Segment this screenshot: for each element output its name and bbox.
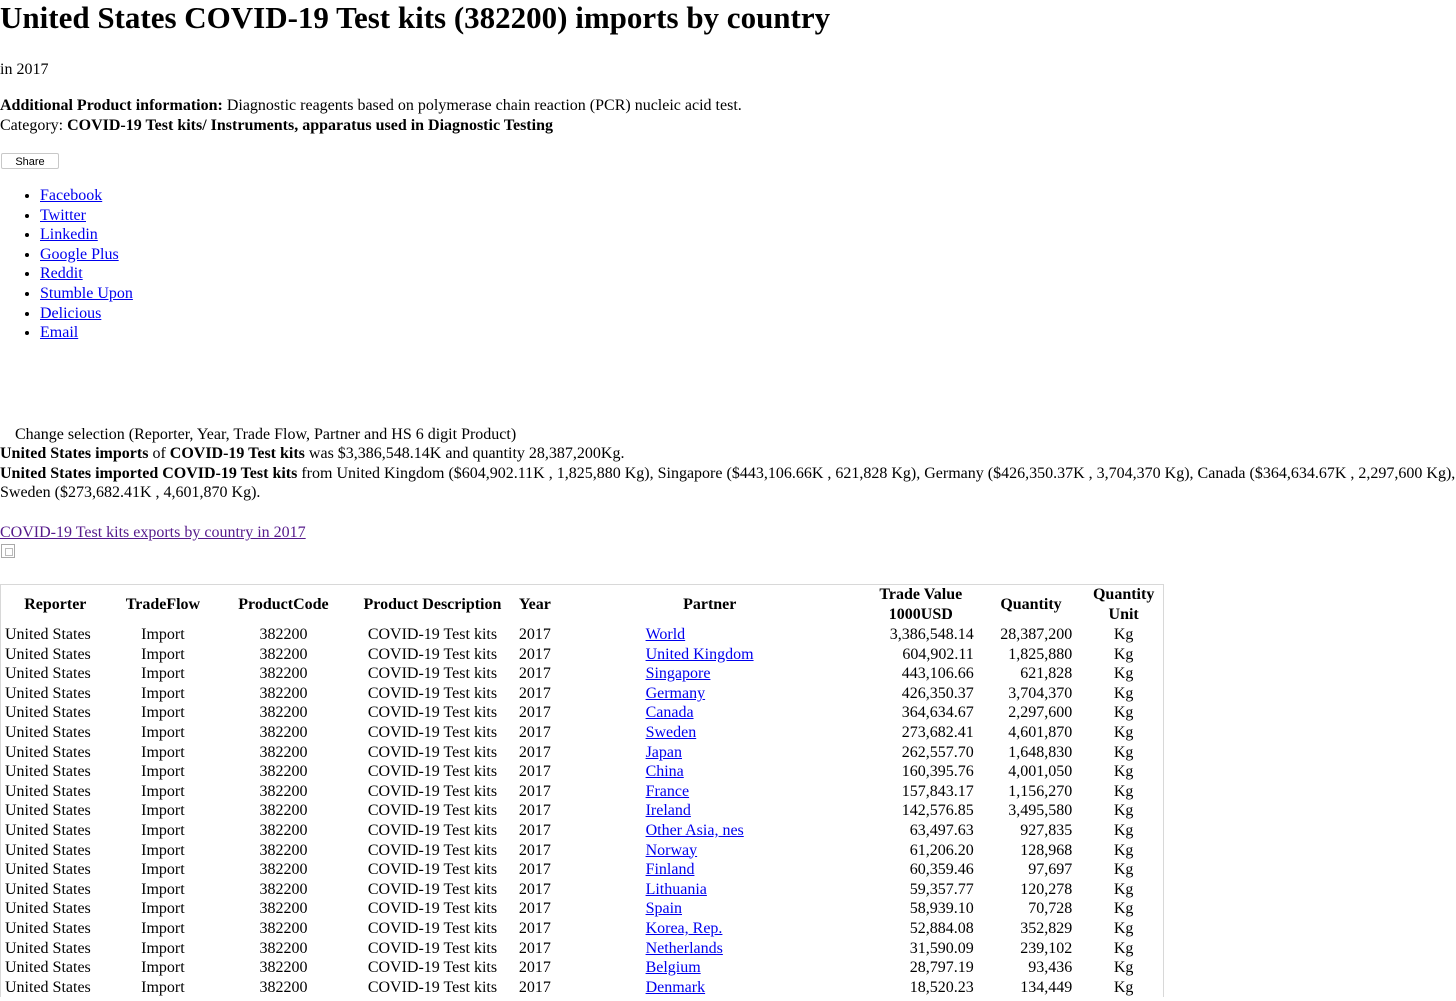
cell-productcode: 382200 [259, 880, 308, 898]
cell-quantity-unit: Kg [1113, 861, 1134, 879]
cell-quantity-unit: Kg [1113, 919, 1134, 937]
cell-reporter: United States [5, 704, 91, 722]
cell-reporter: United States [5, 802, 91, 820]
cell-reporter: United States [5, 900, 91, 918]
partner-link[interactable]: Sweden [645, 723, 697, 741]
cell-trade-value: 157,843.17 [901, 782, 974, 800]
cell-productcode: 382200 [259, 704, 308, 722]
trade-summary [0, 444, 1456, 503]
table-row [1, 743, 1163, 763]
summary-reporter: United States imports [0, 445, 149, 462]
header-productcode[interactable]: ProductCode [238, 596, 329, 614]
cell-quantity-unit: Kg [1113, 645, 1134, 663]
cell-product-description: COVID-19 Test kits [367, 880, 498, 898]
partner-link[interactable]: Singapore [645, 665, 711, 683]
cell-tradeflow: Import [141, 861, 185, 879]
google-plus-link[interactable]: Google Plus [40, 245, 119, 263]
cell-quantity: 239,102 [1020, 939, 1073, 957]
cell-trade-value: 18,520.23 [909, 978, 974, 996]
partner-link[interactable]: Lithuania [645, 880, 707, 898]
header-quantity-unit-line2: Unit [1108, 606, 1139, 623]
cell-partner [556, 723, 864, 743]
cell-tradeflow: Import [141, 782, 185, 800]
summary-of: of [152, 445, 166, 462]
cell-productcode: 382200 [259, 821, 308, 839]
cell-trade-value: 58,939.10 [909, 900, 974, 918]
additional-info-line [0, 96, 742, 116]
cell-tradeflow: Import [141, 880, 185, 898]
header-trade-value-line2: 1000USD [888, 606, 953, 623]
cell-product-description: COVID-19 Test kits [367, 645, 498, 663]
exports-by-country-link[interactable]: COVID-19 Test kits exports by country in 2017 [0, 524, 306, 541]
cell-partner [556, 782, 864, 802]
cell-product-description: COVID-19 Test kits [367, 841, 498, 859]
cell-quantity: 1,825,880 [1008, 645, 1073, 663]
cell-productcode: 382200 [259, 978, 308, 996]
delicious-link[interactable]: Delicious [40, 304, 102, 322]
table-row [1, 939, 1163, 959]
partner-link[interactable]: Spain [645, 900, 683, 918]
table-row [1, 703, 1163, 723]
cell-productcode: 382200 [259, 626, 308, 643]
cell-year: 2017 [518, 645, 551, 663]
cell-partner [556, 860, 864, 880]
cell-tradeflow: Import [141, 665, 185, 683]
cell-quantity-unit: Kg [1113, 959, 1134, 977]
table-row [1, 684, 1163, 704]
cell-reporter: United States [5, 626, 91, 643]
cell-year: 2017 [518, 880, 551, 898]
cell-quantity: 93,436 [1028, 959, 1073, 977]
facebook-link[interactable]: Facebook [40, 187, 103, 204]
cell-quantity-unit: Kg [1113, 978, 1134, 996]
cell-year: 2017 [518, 900, 551, 918]
partner-link[interactable]: Netherlands [645, 939, 723, 957]
cell-tradeflow: Import [141, 900, 185, 918]
table-row [1, 782, 1163, 802]
cell-partner [556, 978, 864, 998]
category-label: Category: [0, 116, 64, 134]
cell-quantity: 2,297,600 [1008, 704, 1073, 722]
cell-year: 2017 [518, 861, 551, 879]
page-title: United States COVID-19 Test kits (382200) imports by country [0, 0, 831, 35]
cell-trade-value: 426,350.37 [901, 684, 974, 702]
cell-productcode: 382200 [259, 723, 308, 741]
cell-quantity: 97,697 [1028, 861, 1073, 879]
additional-info-label: Additional Product information: [0, 97, 223, 114]
cell-productcode: 382200 [259, 782, 308, 800]
cell-trade-value: 31,590.09 [909, 939, 974, 957]
cell-trade-value: 52,884.08 [909, 919, 974, 937]
cell-product-description: COVID-19 Test kits [367, 782, 498, 800]
cell-reporter: United States [5, 861, 91, 879]
cell-product-description: COVID-19 Test kits [367, 919, 498, 937]
header-product-description[interactable]: Product Description [363, 596, 502, 614]
cell-reporter: United States [5, 684, 91, 702]
cell-productcode: 382200 [259, 861, 308, 879]
cell-product-description: COVID-19 Test kits [367, 743, 498, 761]
cell-partner [556, 939, 864, 959]
table-row [1, 958, 1163, 978]
cell-year: 2017 [518, 763, 551, 781]
cell-productcode: 382200 [259, 919, 308, 937]
cell-trade-value: 443,106.66 [901, 665, 974, 683]
table-row [1, 841, 1163, 861]
cell-partner [556, 801, 864, 821]
trade-table-container [0, 584, 1164, 997]
cell-tradeflow: Import [141, 978, 185, 996]
cell-partner [556, 625, 864, 645]
cell-tradeflow: Import [141, 841, 185, 859]
cell-reporter: United States [5, 919, 91, 937]
cell-reporter: United States [5, 978, 91, 996]
cell-partner [556, 899, 864, 919]
cell-tradeflow: Import [141, 939, 185, 957]
cell-trade-value: 61,206.20 [909, 841, 974, 859]
table-row [1, 645, 1163, 665]
cell-trade-value: 63,497.63 [909, 821, 974, 839]
cell-quantity: 1,156,270 [1008, 782, 1073, 800]
cell-quantity-unit: Kg [1113, 763, 1134, 781]
table-row [1, 821, 1163, 841]
cell-year: 2017 [518, 684, 551, 702]
additional-info-text: Diagnostic reagents based on polymerase chain reaction (PCR) nucleic acid test. [226, 97, 742, 114]
cell-quantity-unit: Kg [1113, 743, 1134, 761]
cell-year: 2017 [518, 743, 551, 761]
cell-partner [556, 919, 864, 939]
table-row [1, 664, 1163, 684]
cell-product-description: COVID-19 Test kits [367, 665, 498, 683]
share-item-email [40, 323, 133, 343]
cell-tradeflow: Import [141, 723, 185, 741]
trade-table [1, 585, 1163, 997]
cell-year: 2017 [518, 959, 551, 977]
partner-link[interactable]: Norway [645, 841, 698, 859]
cell-year: 2017 [518, 782, 551, 800]
cell-quantity-unit: Kg [1113, 880, 1134, 898]
cell-quantity-unit: Kg [1113, 723, 1134, 741]
cell-partner [556, 645, 864, 665]
twitter-link[interactable]: Twitter [40, 206, 86, 224]
table-row [1, 723, 1163, 743]
partner-link[interactable]: France [645, 782, 690, 800]
cell-trade-value: 364,634.67 [901, 704, 974, 722]
partner-link[interactable]: World [645, 626, 686, 643]
share-item-twitter [40, 206, 133, 226]
cell-reporter: United States [5, 880, 91, 898]
share-item-linkedin [40, 225, 133, 245]
cell-productcode: 382200 [259, 841, 308, 859]
summary-lead: United States imported COVID-19 Test kits [0, 464, 298, 482]
table-row [1, 880, 1163, 900]
summary-product: COVID-19 Test kits [169, 445, 305, 462]
cell-product-description: COVID-19 Test kits [367, 802, 498, 820]
table-row [1, 801, 1163, 821]
cell-reporter: United States [5, 959, 91, 977]
cell-product-description: COVID-19 Test kits [367, 959, 498, 977]
table-row [1, 762, 1163, 782]
cell-quantity-unit: Kg [1113, 821, 1134, 839]
cell-quantity-unit: Kg [1113, 626, 1134, 643]
cell-product-description: COVID-19 Test kits [367, 821, 498, 839]
cell-product-description: COVID-19 Test kits [367, 763, 498, 781]
cell-partner [556, 684, 864, 704]
cell-product-description: COVID-19 Test kits [367, 978, 498, 996]
partner-link[interactable]: Canada [645, 704, 694, 722]
cell-quantity-unit: Kg [1113, 684, 1134, 702]
cell-year: 2017 [518, 665, 551, 683]
cell-quantity-unit: Kg [1113, 841, 1134, 859]
cell-productcode: 382200 [259, 900, 308, 918]
header-quantity-unit[interactable] [1084, 585, 1163, 625]
email-link[interactable]: Email [40, 324, 79, 342]
table-row [1, 919, 1163, 939]
cell-trade-value: 59,357.77 [909, 880, 974, 898]
cell-trade-value: 262,557.70 [901, 743, 974, 761]
cell-product-description: COVID-19 Test kits [367, 704, 498, 722]
category-value: COVID-19 Test kits/ Instruments, apparatus used in Diagnostic Testing [67, 116, 553, 134]
cell-trade-value: 3,386,548.14 [889, 626, 974, 643]
cell-productcode: 382200 [259, 959, 308, 977]
partner-link[interactable]: Japan [645, 743, 682, 761]
cell-year: 2017 [518, 841, 551, 859]
change-selection-toggle[interactable]: Change selection (Reporter, Year, Trade Flow, Partner and HS 6 digit Product) [15, 426, 517, 443]
cell-quantity: 70,728 [1028, 900, 1073, 918]
cell-tradeflow: Import [141, 645, 185, 663]
product-info [0, 96, 742, 135]
cell-quantity: 28,387,200 [1000, 626, 1073, 643]
partner-link[interactable]: China [645, 763, 684, 781]
cell-quantity: 4,601,870 [1008, 723, 1073, 741]
cell-year: 2017 [518, 821, 551, 839]
cell-year: 2017 [518, 626, 551, 643]
cell-partner [556, 880, 864, 900]
category-line [0, 116, 742, 136]
partner-link[interactable]: Ireland [645, 802, 691, 820]
partner-link[interactable]: Korea, Rep. [645, 919, 723, 937]
header-trade-value-line1: Trade Value [879, 586, 963, 604]
table-row [1, 899, 1163, 919]
stumble-upon-link[interactable]: Stumble Upon [40, 284, 133, 302]
cell-productcode: 382200 [259, 645, 308, 663]
cell-year: 2017 [518, 939, 551, 957]
cell-productcode: 382200 [259, 743, 308, 761]
cell-productcode: 382200 [259, 939, 308, 957]
cell-productcode: 382200 [259, 763, 308, 781]
cell-reporter: United States [5, 841, 91, 859]
cell-product-description: COVID-19 Test kits [367, 723, 498, 741]
header-quantity-unit-line1: Quantity [1092, 586, 1155, 604]
cell-product-description: COVID-19 Test kits [367, 861, 498, 879]
share-item-reddit [40, 264, 133, 284]
cell-tradeflow: Import [141, 802, 185, 820]
cell-tradeflow: Import [141, 959, 185, 977]
cell-tradeflow: Import [141, 626, 185, 643]
table-row [1, 860, 1163, 880]
summary-sentence-2 [0, 464, 1456, 503]
cell-quantity: 3,495,580 [1008, 802, 1073, 820]
cell-product-description: COVID-19 Test kits [367, 684, 498, 702]
cell-tradeflow: Import [141, 763, 185, 781]
cell-year: 2017 [518, 802, 551, 820]
cell-quantity: 621,828 [1020, 665, 1073, 683]
cell-productcode: 382200 [259, 665, 308, 683]
cell-quantity-unit: Kg [1113, 782, 1134, 800]
share-button[interactable]: Share [1, 153, 59, 169]
partner-link[interactable]: United Kingdom [645, 645, 754, 663]
table-header-row [1, 585, 1163, 625]
cell-quantity-unit: Kg [1113, 665, 1134, 683]
cell-trade-value: 604,902.11 [902, 645, 974, 663]
table-row [1, 625, 1163, 645]
cell-reporter: United States [5, 645, 91, 663]
cell-reporter: United States [5, 723, 91, 741]
cell-product-description: COVID-19 Test kits [367, 900, 498, 918]
partner-link[interactable]: Denmark [645, 978, 706, 996]
cell-partner [556, 762, 864, 782]
cell-tradeflow: Import [141, 704, 185, 722]
cell-trade-value: 28,797.19 [909, 959, 974, 977]
cell-quantity: 927,835 [1020, 821, 1073, 839]
share-item-delicious [40, 304, 133, 324]
cell-reporter: United States [5, 743, 91, 761]
cell-quantity: 134,449 [1020, 978, 1073, 996]
header-reporter[interactable]: Reporter [24, 596, 87, 614]
partner-link[interactable]: Belgium [645, 959, 701, 977]
cell-quantity: 352,829 [1020, 919, 1073, 937]
cell-reporter: United States [5, 763, 91, 781]
share-links-list [0, 186, 133, 343]
cell-productcode: 382200 [259, 684, 308, 702]
cell-trade-value: 273,682.41 [901, 723, 974, 741]
cell-productcode: 382200 [259, 802, 308, 820]
cell-reporter: United States [5, 939, 91, 957]
reddit-link[interactable]: Reddit [40, 265, 83, 283]
cell-reporter: United States [5, 782, 91, 800]
cell-trade-value: 160,395.76 [901, 763, 974, 781]
cell-partner [556, 664, 864, 684]
cell-quantity: 1,648,830 [1008, 743, 1073, 761]
linkedin-link[interactable]: Linkedin [40, 226, 98, 244]
cell-quantity-unit: Kg [1113, 802, 1134, 820]
cell-reporter: United States [5, 665, 91, 683]
header-tradeflow[interactable]: TradeFlow [125, 596, 201, 614]
header-quantity[interactable]: Quantity [1000, 596, 1062, 614]
cell-year: 2017 [518, 919, 551, 937]
cell-product-description: COVID-19 Test kits [367, 939, 498, 957]
cell-year: 2017 [518, 704, 551, 722]
cell-quantity: 120,278 [1020, 880, 1073, 898]
cell-product-description: COVID-19 Test kits [367, 626, 498, 643]
header-trade-value[interactable] [864, 585, 978, 625]
cell-partner [556, 743, 864, 763]
summary-sentence-1 [0, 444, 1456, 464]
summary-top-partners: from United Kingdom ($604,902.11K , 1,825,880 Kg), Singapore ($443,106.66K , 621,828 Kg), Germany ($426,350.37K , 3,704,370 Kg), Canada ($364,634.67K , 2,297,600 Kg), Sweden ($273,682.41K , 4,601,870 Kg). [0, 464, 1456, 502]
table-row [1, 978, 1163, 998]
cell-tradeflow: Import [141, 821, 185, 839]
cell-partner [556, 821, 864, 841]
share-item-stumble-upon [40, 284, 133, 304]
cell-tradeflow: Import [141, 919, 185, 937]
page-subtitle: in 2017 [0, 61, 49, 78]
cell-tradeflow: Import [141, 743, 185, 761]
cell-reporter: United States [5, 821, 91, 839]
cell-trade-value: 60,359.46 [909, 861, 974, 879]
cell-trade-value: 142,576.85 [901, 802, 974, 820]
cell-quantity-unit: Kg [1113, 704, 1134, 722]
cell-quantity-unit: Kg [1113, 900, 1134, 918]
cell-quantity: 4,001,050 [1008, 763, 1073, 781]
cell-partner [556, 841, 864, 861]
cell-partner [556, 958, 864, 978]
table-body [1, 625, 1163, 997]
partner-link[interactable]: Other Asia, nes [645, 821, 744, 839]
cell-tradeflow: Import [141, 684, 185, 702]
summary-total: was $3,386,548.14K and quantity 28,387,200Kg. [308, 445, 625, 462]
share-item-google-plus [40, 245, 133, 265]
header-partner[interactable]: Partner [683, 596, 737, 614]
cell-year: 2017 [518, 978, 551, 996]
cell-year: 2017 [518, 723, 551, 741]
cell-quantity: 128,968 [1020, 841, 1073, 859]
cell-partner [556, 703, 864, 723]
partner-link[interactable]: Germany [645, 684, 706, 702]
cell-quantity-unit: Kg [1113, 939, 1134, 957]
broken-image-icon [1, 544, 15, 558]
partner-link[interactable]: Finland [645, 861, 695, 879]
header-year[interactable]: Year [518, 596, 551, 614]
cell-quantity: 3,704,370 [1008, 684, 1073, 702]
share-item-facebook [40, 186, 133, 206]
